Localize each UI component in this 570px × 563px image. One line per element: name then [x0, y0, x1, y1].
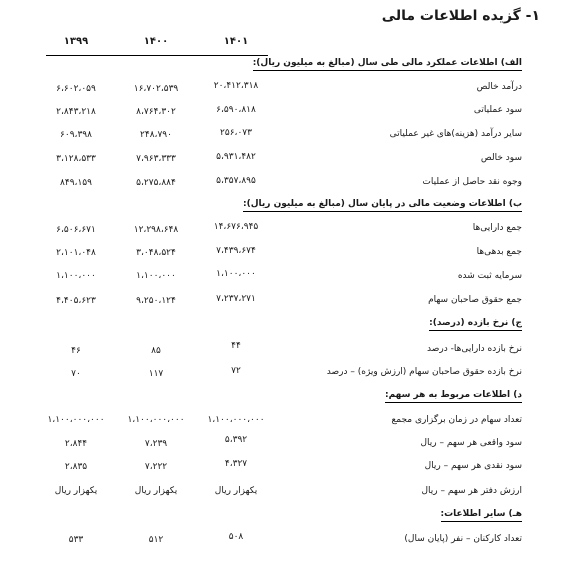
row-label-total-assets: جمع دارایی‌ها	[472, 223, 522, 233]
row-label-book-value-per-share: ارزش دفتر هر سهم – ریال	[421, 486, 522, 496]
section-heading-financial-position: ب) اطلاعات وضعیت مالی در پایان سال (مبالغ به میلیون ریال):	[243, 198, 522, 212]
row-label-registered-capital: سرمایه ثبت شده	[457, 271, 522, 281]
table-cell: ۷،۲۲۲	[144, 462, 168, 472]
table-cell: ۳،۰۴۸،۵۲۴	[136, 248, 176, 258]
table-cell: ۵،۹۳۱،۴۸۲	[216, 152, 256, 162]
table-cell: ۲،۸۴۳،۲۱۸	[56, 107, 96, 117]
table-cell: ۴۴	[231, 341, 241, 351]
table-cell: ۱،۱۰۰،۰۰۰	[56, 271, 96, 281]
table-cell: یکهزار ریال	[54, 486, 98, 496]
table-cell: ۱،۱۰۰،۰۰۰،۰۰۰	[47, 415, 105, 425]
row-label-employee-count: تعداد کارکنان – نفر (پایان سال)	[404, 534, 522, 544]
table-cell: ۵۱۲	[148, 535, 164, 545]
table-cell: ۱،۱۰۰،۰۰۰	[136, 271, 176, 281]
table-cell: ۷،۲۳۹	[144, 439, 168, 449]
row-label-return-on-equity: نرخ بازده حقوق صاحبان سهام (ارزش ویژه) – درصد	[326, 367, 522, 377]
table-cell: ۱۱۷	[148, 369, 164, 379]
table-cell: ۹،۲۵۰،۱۲۴	[136, 296, 176, 306]
row-label-other-non-operating: سایر درآمد (هزینه)های غیر عملیاتی	[389, 129, 522, 139]
row-label-cash-dividend-per-share: سود نقدی هر سهم – ریال	[424, 461, 522, 471]
table-cell: ۱،۱۰۰،۰۰۰	[216, 269, 256, 279]
section-heading-rate-of-return: ج) نرخ بازده (درصد):	[429, 317, 522, 331]
table-cell: ۱۲،۲۹۸،۶۴۸	[133, 225, 179, 235]
table-cell: ۶،۵۰۶،۶۷۱	[56, 225, 96, 235]
table-cell: ۱۴،۶۷۶،۹۴۵	[213, 222, 259, 232]
column-header-year-1400: ۱۴۰۰	[143, 36, 169, 47]
section-heading-per-share-info: د) اطلاعات مربوط به هر سهم:	[385, 389, 522, 403]
table-cell: ۷،۴۳۹،۶۷۴	[216, 246, 256, 256]
table-cell: ۵،۲۷۵،۸۸۴	[136, 178, 176, 188]
table-cell: ۲،۱۰۱،۰۴۸	[56, 248, 96, 258]
table-cell: ۸۵	[151, 346, 161, 356]
table-cell: ۷،۹۶۳،۳۳۳	[136, 154, 176, 164]
table-cell: ۲۰،۴۱۲،۳۱۸	[213, 81, 259, 91]
table-cell: ۱،۱۰۰،۰۰۰،۰۰۰	[127, 415, 185, 425]
row-label-operating-profit: سود عملیاتی	[473, 105, 522, 115]
table-cell: ۴،۴۰۵،۶۲۳	[56, 296, 96, 306]
row-label-total-equity: جمع حقوق صاحبان سهام	[428, 295, 522, 305]
table-cell: یکهزار ریال	[134, 486, 178, 496]
table-cell: ۲،۸۳۵	[64, 462, 88, 472]
row-label-actual-eps: سود واقعی هر سهم – ریال	[420, 438, 522, 448]
table-cell: ۵،۳۵۷،۸۹۵	[216, 176, 256, 186]
section-heading-financial-performance: الف) اطلاعات عملکرد مالی طی سال (مبالغ به میلیون ریال):	[253, 57, 522, 71]
page-title: ۱- گزیده اطلاعات مالی	[381, 8, 540, 24]
column-header-year-1401: ۱۴۰۱	[223, 36, 249, 47]
table-cell: ۸۴۹،۱۵۹	[60, 178, 92, 188]
table-cell: ۶۰۹،۳۹۸	[60, 130, 92, 140]
row-label-operating-cash-flow: وجوه نقد حاصل از عملیات	[422, 177, 522, 187]
table-cell: ۱۶،۷۰۲،۵۳۹	[133, 84, 179, 94]
table-cell: ۴۶	[71, 346, 81, 356]
table-cell: ۵۰۸	[228, 532, 244, 542]
row-label-shares-at-meeting: تعداد سهام در زمان برگزاری مجمع	[391, 415, 522, 425]
table-cell: ۶،۵۹۰،۸۱۸	[216, 105, 256, 115]
table-cell: ۱،۱۰۰،۰۰۰،۰۰۰	[207, 415, 265, 425]
table-cell: ۶،۶۰۲،۰۵۹	[56, 84, 96, 94]
table-cell: ۵۳۳	[68, 535, 84, 545]
table-cell: ۵،۳۹۲	[224, 435, 248, 445]
table-cell: ۲،۸۴۴	[64, 439, 88, 449]
table-cell: ۴،۳۲۷	[224, 459, 248, 469]
section-heading-other-info: هـ) سایر اطلاعات:	[441, 508, 522, 522]
row-label-total-liabilities: جمع بدهی‌ها	[476, 247, 522, 257]
table-cell: ۸،۷۶۴،۳۰۲	[136, 107, 176, 117]
column-header-year-1399: ۱۳۹۹	[63, 36, 89, 47]
table-cell: ۷۰	[71, 369, 81, 379]
table-cell: ۷۲	[231, 366, 241, 376]
row-label-net-revenue: درآمد خالص	[476, 82, 522, 92]
table-cell: ۷،۲۳۷،۲۷۱	[216, 294, 256, 304]
table-cell: ۳،۱۲۸،۵۳۳	[56, 154, 96, 164]
row-label-return-on-assets: نرخ بازده دارایی‌ها- درصد	[427, 344, 522, 354]
header-divider	[46, 55, 268, 56]
row-label-net-profit: سود خالص	[480, 153, 522, 163]
table-cell: ۲۴۸،۷۹۰	[140, 130, 172, 140]
table-cell: ۲۵۶،۰۷۳	[220, 128, 252, 138]
table-cell: یکهزار ریال	[214, 486, 258, 496]
